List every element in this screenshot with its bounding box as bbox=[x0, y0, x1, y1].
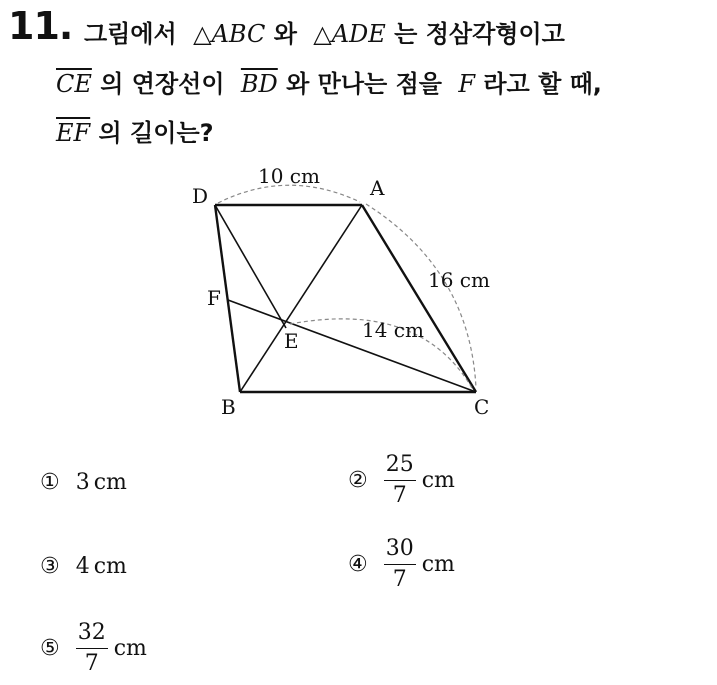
label-f: F bbox=[207, 286, 221, 310]
segment-ce: $\overline{CE}$ bbox=[56, 70, 92, 98]
option-number: ⑤ bbox=[40, 636, 60, 661]
option-number: ① bbox=[40, 470, 60, 495]
label-e: E bbox=[284, 329, 299, 353]
option-unit: cm bbox=[421, 468, 455, 493]
segment-de bbox=[215, 205, 286, 328]
segment-ef: $\overline{EF}$ bbox=[56, 119, 91, 147]
triangle-ade: △ADE bbox=[313, 20, 386, 48]
fraction-denominator: 7 bbox=[392, 483, 407, 508]
label-c: C bbox=[474, 395, 490, 419]
segment-ac bbox=[362, 205, 476, 392]
option-4[interactable] bbox=[348, 536, 455, 593]
fraction-numerator: 30 bbox=[385, 536, 414, 561]
option-5[interactable] bbox=[40, 620, 147, 677]
option-fraction bbox=[384, 452, 416, 509]
fraction-numerator: 25 bbox=[385, 452, 414, 477]
option-value: 3 bbox=[75, 470, 90, 495]
question-text: 와 만나는 점을 bbox=[286, 70, 442, 98]
option-fraction bbox=[384, 536, 416, 593]
point-f-label: F bbox=[458, 70, 475, 98]
question-text: 는 정삼각형이고 bbox=[394, 20, 565, 48]
question-number: 11. bbox=[8, 4, 73, 48]
option-number: ③ bbox=[40, 554, 60, 579]
segment-bd: $\overline{BD}$ bbox=[240, 70, 278, 98]
option-1[interactable] bbox=[40, 470, 127, 495]
option-unit: cm bbox=[93, 554, 127, 579]
length-ac: 16 cm bbox=[428, 268, 490, 292]
segment-fc bbox=[228, 300, 476, 392]
segment-ab bbox=[240, 205, 362, 392]
label-b: B bbox=[221, 395, 236, 419]
length-da: 10 cm bbox=[258, 164, 320, 188]
question-text: 와 bbox=[273, 20, 297, 48]
option-number: ② bbox=[348, 468, 368, 493]
option-2[interactable] bbox=[348, 452, 455, 509]
fraction-numerator: 32 bbox=[77, 620, 106, 645]
option-fraction bbox=[76, 620, 108, 677]
fraction-denominator: 7 bbox=[392, 567, 407, 592]
question-text: 라고 할 때, bbox=[483, 70, 602, 98]
option-unit: cm bbox=[93, 470, 127, 495]
question-text: 의 길이는? bbox=[98, 119, 214, 147]
option-value: 4 bbox=[75, 554, 90, 579]
option-unit: cm bbox=[113, 636, 147, 661]
fraction-denominator: 7 bbox=[84, 651, 99, 676]
label-a: A bbox=[370, 176, 385, 200]
triangle-abc: △ABC bbox=[193, 20, 266, 48]
label-d: D bbox=[192, 184, 209, 208]
length-ec: 14 cm bbox=[362, 318, 424, 342]
option-unit: cm bbox=[421, 552, 455, 577]
option-number: ④ bbox=[348, 552, 368, 577]
question-text: 그림에서 bbox=[84, 20, 177, 48]
option-3[interactable] bbox=[40, 554, 127, 579]
arc-ac bbox=[366, 204, 476, 388]
question-text: 의 연장선이 bbox=[100, 70, 225, 98]
